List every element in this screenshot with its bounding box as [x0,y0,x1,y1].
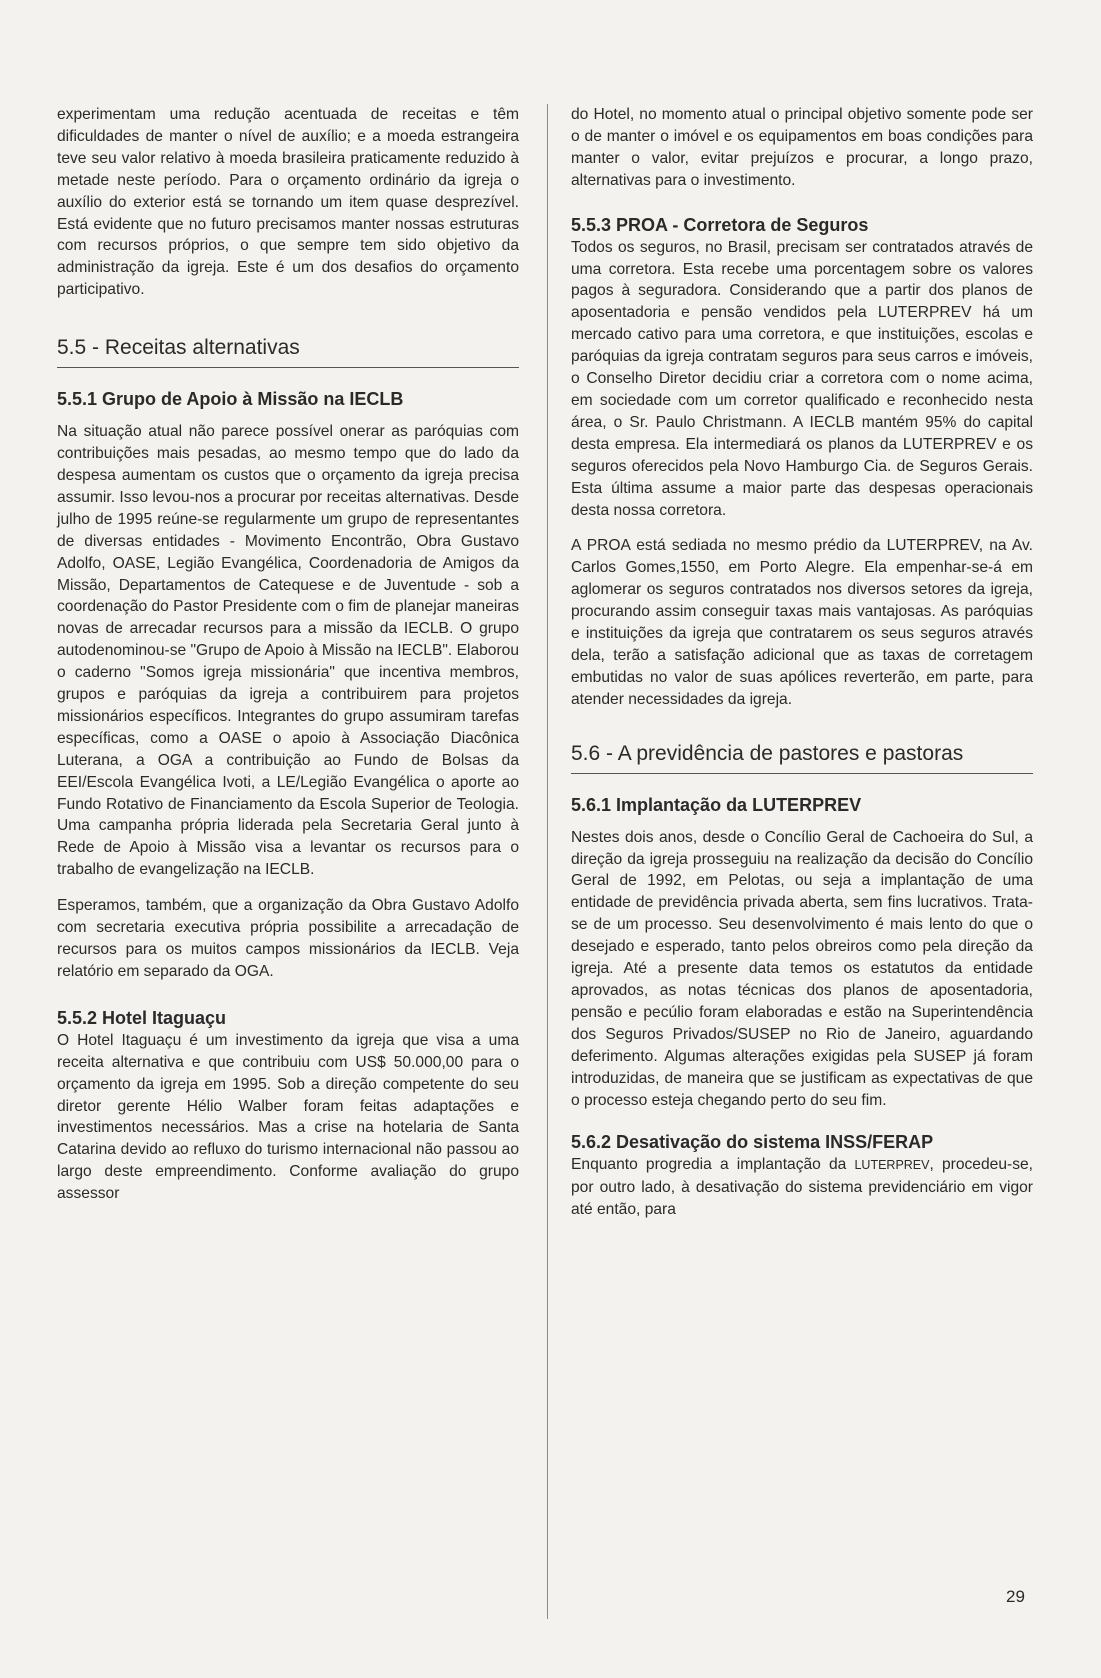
intro-paragraph: experimentam uma redução acentuada de receitas e têm dificuldades de manter o nível de auxílio; e a moeda estrangeira teve seu valor relativo à moeda brasileira praticamente reduzido à metade neste período. Para o orçamento ordinário da igreja o auxílio do exterior está se tornando um item quase desprezível. Está evidente que no futuro precisamos manter nossas estruturas com recursos próprios, o que sempre tem sido objetivo da administração da igreja. Este é um dos desafios do orçamento participativo. [57,106,519,299]
subsection-5-6-1-heading: 5.6.1 Implantação da LUTERPREV [571,794,862,815]
subsection-5-5-3-paragraph: Todos os seguros, no Brasil, precisam ser contratados através de uma corretora. Esta recebe uma porcentagem sobre os valores pagos à seguradora. Considerando que a partir dos planos de aposentadoria e pensão vendidos pela LUTERPREV há um mercado cativo para uma corretora, e que instituições, escolas e paróquias da igreja contratam seguros para seus carros e imóveis, o Conselho Diretor decidiu criar a corretora com o nome acima, em sociedade com um corretor qualificado e reconhecido nesta área, o Sr. Paulo Christmann. A IECLB mantém 95% do capital desta empresa. Ela intermediará os planos da LUTERPREV e os seguros oferecidos pela Novo Hamburgo Cia. de Seguros Gerais. Esta última assume a maior parte das despesas operacionais desta nossa corretora. [571,238,1033,519]
subsection-5-6-1-paragraph: Nestes dois anos, desde o Concílio Geral de Cachoeira do Sul, a direção da igreja prosseguiu na realização da decisão do Concílio Geral de 1992, em Pelotas, ou seja a implantação de uma entidade de previdência privada aberta, sem fins lucrativos. Trata-se de um processo. Seu desenvolvimento é mais lento do que o desejado e esperado, tanto pelos obreiros como pela direção da igreja. Até a presente data temos os estatutos da entidade aprovados, as notas técnicas dos planos de aposentadoria, pensão e pecúlio foram elaboradas e estão na Superintendência dos Seguros Privados/SUSEP no Rio de Janeiro, aguardando deferimento. Algumas alterações exigidas pela SUSEP já foram introduzidas, de maneira que se justificam as expectativas de que o processo esteja chegando perto do seu fim. [571,828,1033,1109]
page-number: 29 [1006,1587,1025,1606]
subsection-5-6-2-heading: 5.6.2 Desativação do sistema INSS/FERAP [571,1132,934,1153]
subsection-5-5-1-heading: 5.5.1 Grupo de Apoio à Missão na IECLB [57,389,404,410]
right-column [571,104,1033,1221]
hotel-continuation-paragraph: do Hotel, no momento atual o principal objetivo somente pode ser o de manter o imóvel e os equipamentos em boas condições para manter o valor, evitar prejuízos e procurar, a longo prazo, alternativas para o investimento. [571,106,1033,189]
section-5-6-heading: 5.6 - A previdência de pastores e pastoras [571,741,1033,774]
subsection-5-5-1-paragraph: Na situação atual não parece possível onerar as paróquias com contribuições mais pesadas, ao mesmo tempo que do lado da despesa aumentam os custos que o orçamento da igreja precisa assumir. Isso levou-nos a procurar por receitas alternativas. Desde julho de 1995 reúne-se regularmente um grupo de representantes de diversas entidades - Movimento Encontrão, Obra Gustavo Adolfo, OASE, Legião Evangélica, Coordenadoria de Amigos da Missão, Departamentos de Catequese e de Juventude - sob a coordenação do Pastor Presidente com o fim de planejar maneiras novas de arrecadar recursos para a missão da IECLB. O grupo autodenominou-se "Grupo de Apoio à Missão na IECLB". Elaborou o caderno "Somos igreja missionária" que incentiva membros, grupos e paróquias da igreja a contribuirem para projetos missionários específicos. Integrantes do grupo assumiram tarefas específicas, como a OASE o apoio à Associação Diacônica Luterana, a OGA a contribuição ao Fundo de Bolsas da EEI/Escola Evangélica Ivoti, a LE/Legião Evangélica o aporte ao Fundo Rotativo de Financiamento da Escola Superior de Teologia. Uma campanha própria liderada pela Secretaria Geral junto à Rede de Apoio à Missão visa a levantar os recursos para o trabalho de evangelização na IECLB. [57,423,520,879]
subsection-5-6-2-text-start: Enquanto progredia a implantação da [571,1156,855,1174]
subsection-5-5-2-heading: 5.5.2 Hotel Itaguaçu [57,1007,227,1028]
subsection-5-5-3-paragraph-2: A PROA está sediada no mesmo prédio da LUTERPREV, na Av. Carlos Gomes,1550, em Porto Alegre. Ela empenhar-se-á em aglomerar os seguros contratados nos diversos setores da igreja, procurando assim conseguir taxas mais vantajosas. As paróquias e instituições da igreja que contratarem os seus seguros através dela, terão a satisfação adicional que as taxas de corretagem embutidas no valor de suas apólices reverterão, em parte, para atender necessidades da igreja. [571,537,1033,708]
section-5-5-heading: 5.5 - Receitas alternativas [57,335,519,368]
subsection-5-5-1-paragraph-2: Esperamos, também, que a organização da Obra Gustavo Adolfo com secretaria executiva própria possibilite a arrecadação de recursos para os muitos campos missionários da IECLB. Veja relatório em separado da OGA. [57,897,519,980]
subsection-5-5-2-paragraph: O Hotel Itaguaçu é um investimento da igreja que visa a uma receita alternativa e que contribuiu com US$ 50.000,00 para o orçamento da igreja em 1995. Sob a direção competente do seu diretor gerente Hélio Walber foram feitas adaptações e investimentos necessários. Mas a crise na hotelaria de Santa Catarina devido ao refluxo do turismo internacional não passou ao largo deste empreendimento. Conforme avaliação do grupo assessor [57,1031,519,1203]
subsection-5-5-3-heading: 5.5.3 PROA - Corretora de Seguros [571,214,869,235]
luterprev-smallcaps: LUTERPREV [854,1158,930,1173]
subsection-5-6-2-paragraph [571,1154,1033,1221]
column-divider [547,104,548,1619]
subsection-5-6-2-text-end: , procedeu-se, por outro lado, à desativação do sistema previdenciário em vigor até então, para [571,1156,1033,1219]
left-column [57,104,519,1205]
